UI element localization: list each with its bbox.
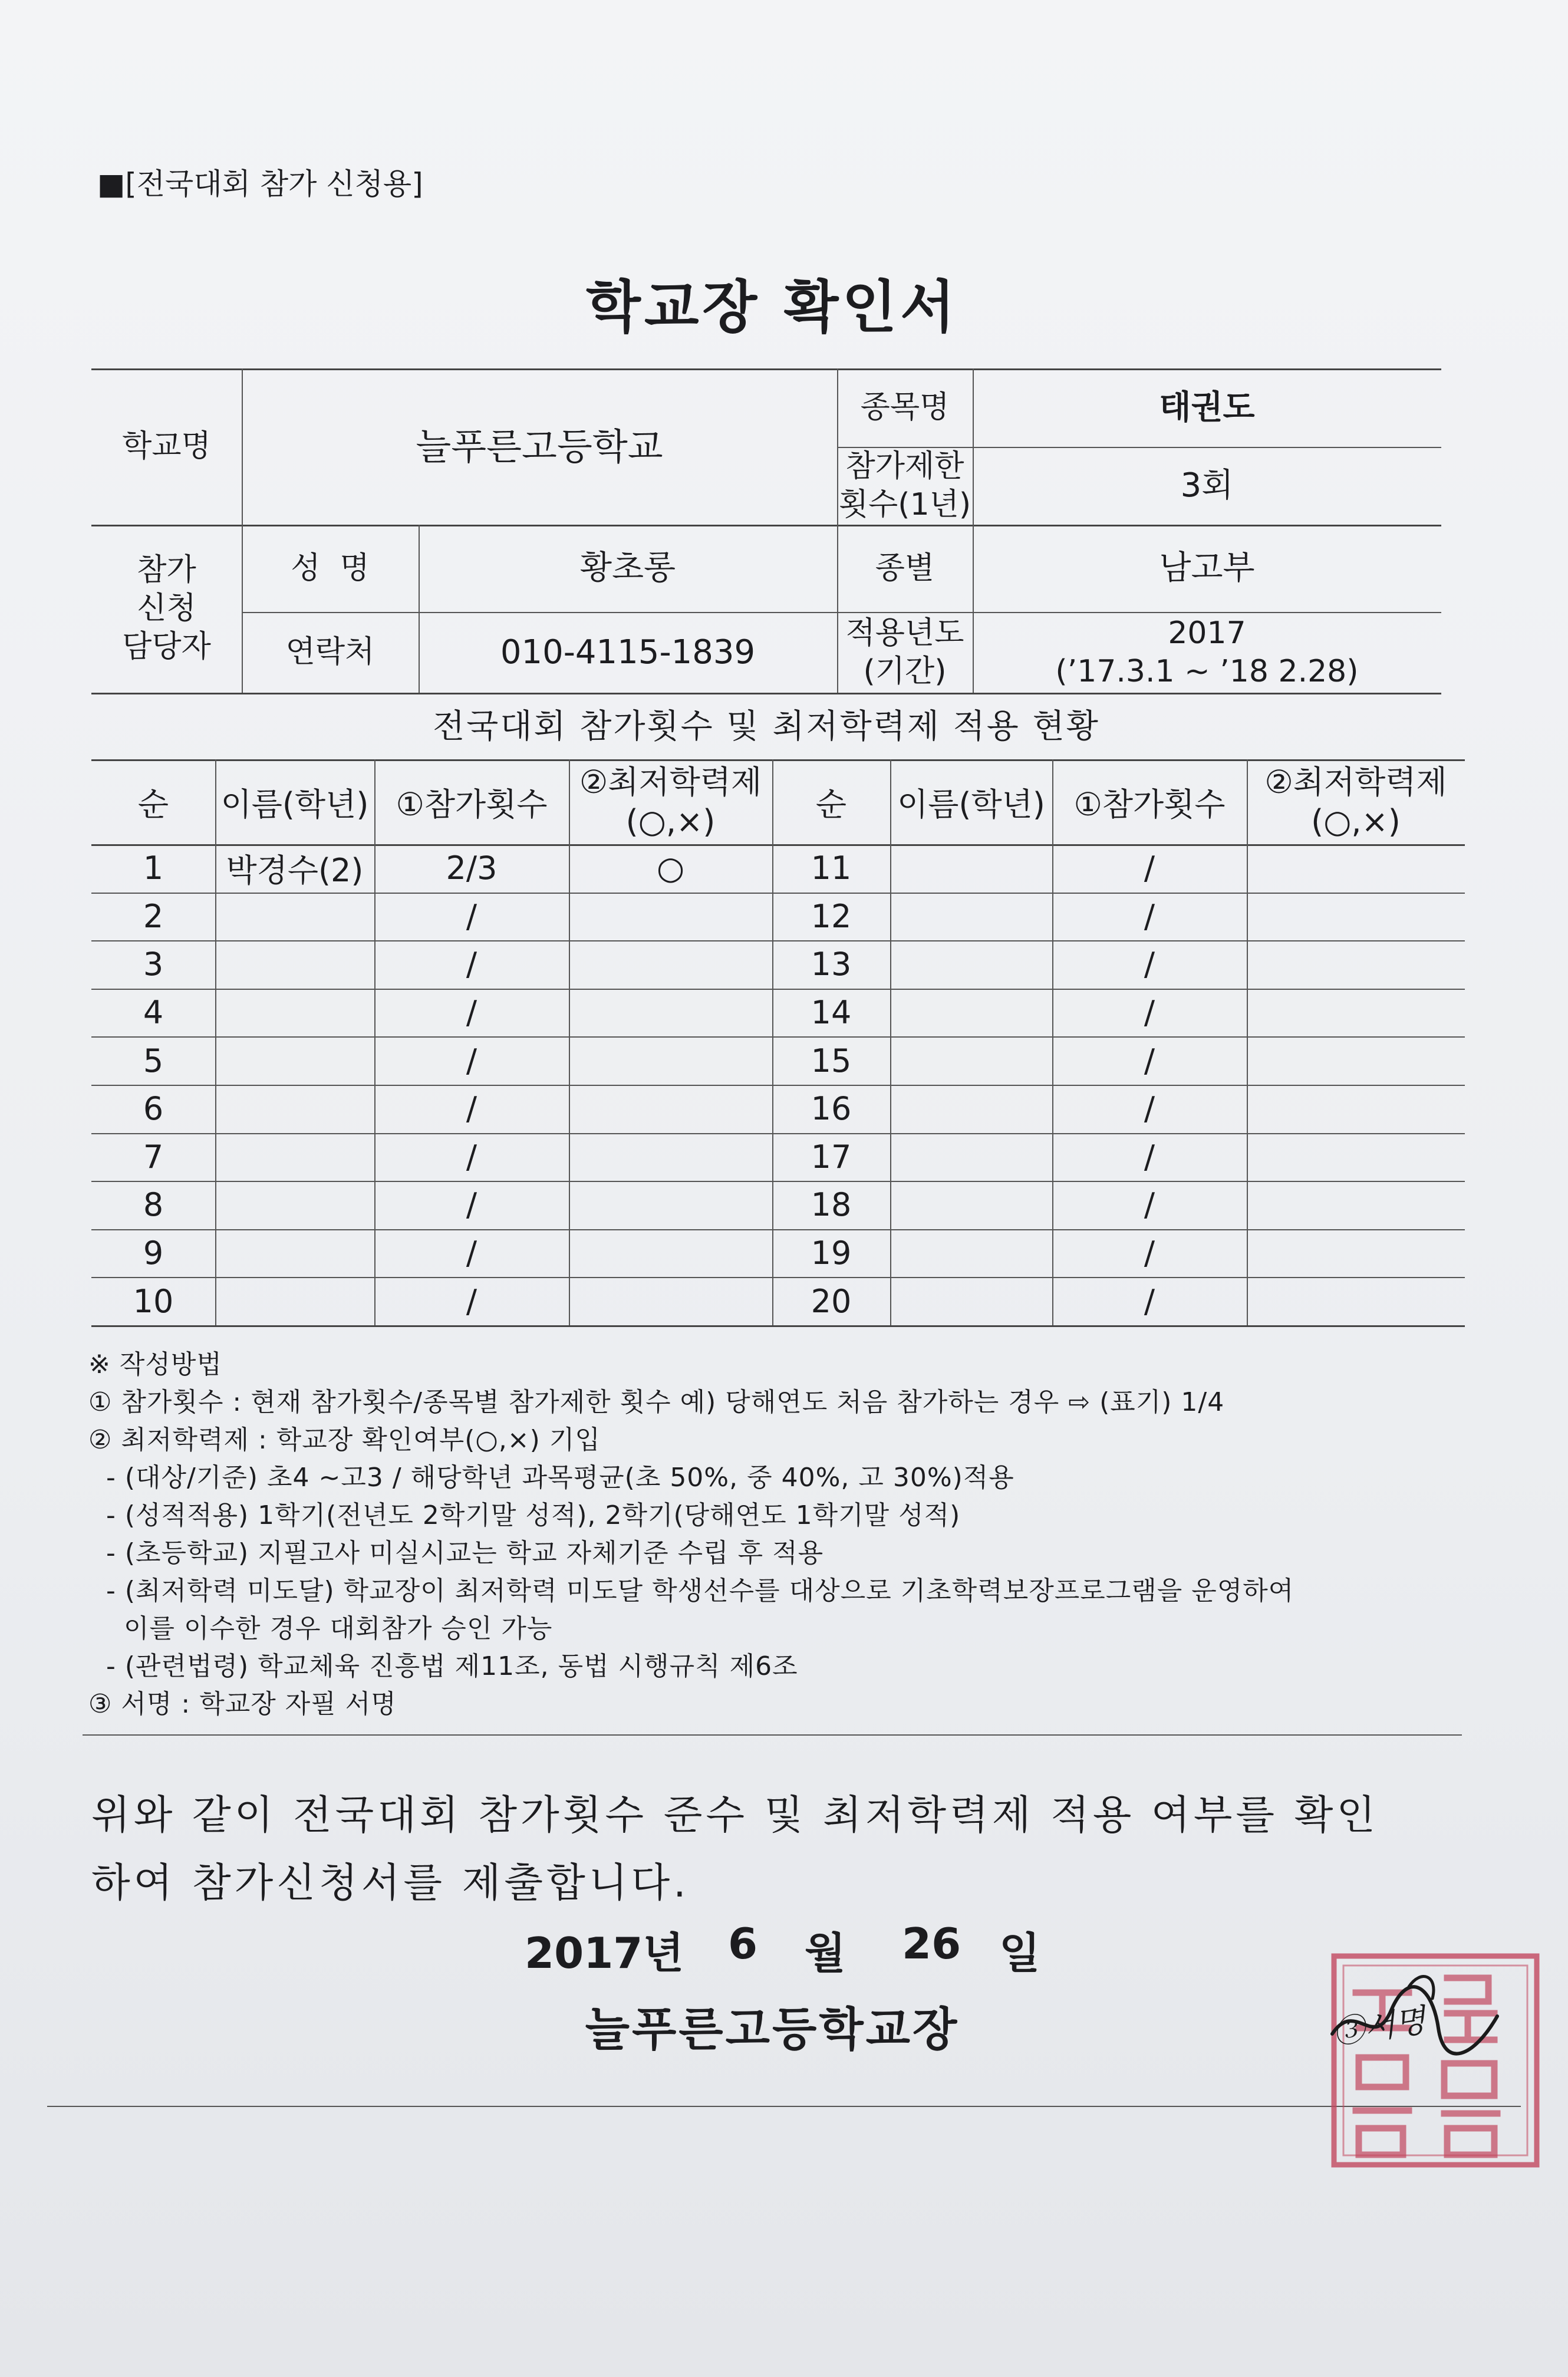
- note-grades: - (성적적용) 1학기(전년도 2학기말 성적), 2학기(당해연도 1학기말 성적): [88, 1500, 961, 1530]
- header-name: 이름(학년): [897, 785, 1045, 823]
- principal-signature: ③서명: [1330, 2001, 1428, 2052]
- row-number: 19: [811, 1234, 852, 1272]
- period-label: [837, 612, 973, 693]
- row-number: 10: [133, 1282, 174, 1320]
- row-number: 17: [811, 1138, 852, 1176]
- period-value: [973, 612, 1441, 693]
- row-min-academic: [1247, 989, 1465, 1037]
- row-number: 2: [143, 897, 164, 935]
- row-participation-count: /: [466, 1282, 477, 1320]
- row-min-academic: [1247, 1277, 1465, 1325]
- period-range: (’17.3.1 ~ ’18 2.28): [1055, 653, 1359, 689]
- row-min-academic: [569, 1133, 772, 1181]
- school-name-label: 학교명: [122, 429, 211, 464]
- row-min-academic: [569, 1036, 772, 1085]
- row-min-academic: [569, 1229, 772, 1278]
- notes-heading: ※ 작성방법: [88, 1349, 222, 1380]
- row-name: [890, 1181, 1052, 1229]
- row-min-academic: [569, 940, 772, 989]
- row-name: [215, 1036, 374, 1085]
- period-label-line1: 적용년도: [845, 615, 964, 651]
- applicant-label: [91, 525, 242, 693]
- row-number: 15: [811, 1042, 852, 1079]
- date-day-label: 일: [999, 1928, 1040, 1978]
- row-participation-count: /: [466, 1234, 477, 1272]
- limit-label: [837, 447, 973, 525]
- row-participation-count: /: [1144, 1042, 1155, 1079]
- row-min-academic: [1247, 1036, 1465, 1085]
- limit-label-line1: 참가제한: [845, 449, 964, 484]
- row-min-academic: [1247, 1229, 1465, 1278]
- note-law: - (관련법령) 학교체육 진흥법 제11조, 동법 시행규칙 제6조: [88, 1651, 798, 1681]
- row-number: 14: [811, 994, 852, 1032]
- date-month-value: 6: [728, 1919, 758, 1968]
- row-participation-count: /: [466, 1042, 477, 1079]
- row-name: [890, 989, 1052, 1037]
- row-participation-count: /: [1144, 897, 1155, 935]
- note-participation: ① 참가횟수 : 현재 참가횟수/종목별 참가제한 횟수 예) 당해연도 처음 참가하는 경우 ⇨ (표기) 1/4: [88, 1387, 1225, 1417]
- row-name: [215, 940, 374, 989]
- row-name: [215, 1277, 374, 1325]
- row-participation-count: /: [1144, 1234, 1155, 1272]
- row-participation-count: /: [466, 946, 477, 983]
- header-min-academic-line2: (○,×): [1311, 803, 1401, 840]
- header-min-academic-line2: (○,×): [625, 803, 716, 840]
- form-type-tag: ■[전국대회 참가 신청용]: [97, 167, 423, 201]
- applicant-label-line2: 신청: [137, 591, 196, 626]
- row-min-academic: [569, 989, 772, 1037]
- category-value: 남고부: [1159, 549, 1255, 587]
- row-participation-count: /: [1144, 1186, 1155, 1224]
- header-order: 순: [815, 785, 847, 823]
- note-not-reached-cont: 이를 이수한 경우 대회참가 승인 가능: [88, 1614, 553, 1644]
- applicant-label-line3: 담당자: [122, 629, 211, 664]
- row-participation-count: /: [466, 1090, 477, 1128]
- row-name: [890, 893, 1052, 941]
- row-number: 1: [143, 850, 164, 887]
- school-name-value: 늘푸른고등학교: [416, 424, 663, 468]
- row-number: 12: [811, 897, 852, 935]
- row-number: 18: [811, 1186, 852, 1224]
- row-participation-count: /: [1144, 994, 1155, 1032]
- row-participation-count: /: [466, 897, 477, 935]
- row-number: 3: [143, 946, 164, 983]
- header-participation-count: ①참가횟수: [396, 785, 548, 823]
- document-title: 학교장 확인서: [586, 274, 958, 340]
- event-label: 종목명: [860, 390, 950, 425]
- header-min-academic: [1247, 759, 1465, 844]
- applicant-label-line1: 참가: [137, 552, 196, 588]
- date-month-label: 월: [805, 1928, 846, 1978]
- header-name: 이름(학년): [220, 785, 369, 823]
- row-min-academic: ○: [656, 850, 685, 887]
- row-name: [890, 940, 1052, 989]
- row-min-academic: [569, 893, 772, 941]
- declaration-line2: 하여 참가신청서를 제출합니다.: [91, 1860, 690, 1907]
- row-min-academic: [1247, 1133, 1465, 1181]
- header-min-academic: [569, 759, 772, 844]
- row-name: [890, 1085, 1052, 1133]
- row-min-academic: [1247, 1181, 1465, 1229]
- row-name: [215, 1181, 374, 1229]
- limit-label-line2: 횟수(1년): [838, 487, 971, 522]
- row-min-academic: [1247, 893, 1465, 941]
- row-min-academic: [569, 1085, 772, 1133]
- contact-name-value: 황초롱: [579, 549, 676, 587]
- row-min-academic: [569, 1277, 772, 1325]
- note-not-reached: - (최저학력 미도달) 학교장이 최저학력 미도달 학생선수를 대상으로 기초학력보장프로그램을 운영하여: [88, 1576, 1294, 1606]
- row-participation-count: /: [1144, 1138, 1155, 1176]
- row-min-academic: [1247, 1085, 1465, 1133]
- row-name: [215, 989, 374, 1037]
- row-number: 9: [143, 1234, 164, 1272]
- row-name: [890, 1277, 1052, 1325]
- row-name: [890, 844, 1052, 893]
- principal-name: 늘푸른고등학교장: [585, 2003, 960, 2056]
- row-participation-count: /: [466, 1138, 477, 1176]
- header-min-academic-line1: ②최저학력제: [1264, 763, 1447, 801]
- row-name: [215, 1085, 374, 1133]
- row-name: [890, 1133, 1052, 1181]
- row-participation-count: /: [1144, 1282, 1155, 1320]
- row-number: 16: [811, 1090, 852, 1128]
- row-number: 6: [143, 1090, 164, 1128]
- row-number: 5: [143, 1042, 164, 1079]
- note-target: - (대상/기준) 초4 ~고3 / 해당학년 과목평균(초 50%, 중 40%, 고 30%)적용: [88, 1463, 1014, 1493]
- row-min-academic: [1247, 940, 1465, 989]
- header-participation-count: ①참가횟수: [1073, 785, 1226, 823]
- row-number: 11: [811, 850, 852, 887]
- row-name: [215, 1229, 374, 1278]
- date-year: 2017년: [525, 1928, 684, 1978]
- row-min-academic: [1247, 844, 1465, 893]
- row-participation-count: /: [1144, 850, 1155, 887]
- status-table-title: 전국대회 참가횟수 및 최저학력제 적용 현황: [433, 707, 1100, 746]
- period-label-line2: (기간): [863, 653, 947, 689]
- contact-name-label: 성 명: [291, 550, 370, 586]
- row-name: [215, 1133, 374, 1181]
- signature-scribble-icon: [1320, 1963, 1521, 2081]
- row-number: 8: [143, 1186, 164, 1224]
- note-elementary: - (초등학교) 지필고사 미실시교는 학교 자체기준 수립 후 적용: [88, 1538, 824, 1568]
- row-name: 박경수(2): [226, 852, 364, 890]
- row-name: [890, 1229, 1052, 1278]
- header-min-academic-line1: ②최저학력제: [579, 763, 762, 801]
- header-order: 순: [137, 785, 169, 823]
- row-number: 20: [811, 1282, 852, 1320]
- date-day-value: 26: [902, 1919, 961, 1968]
- note-min-academic: ② 최저학력제 : 학교장 확인여부(○,×) 기입: [88, 1425, 601, 1455]
- declaration-line1: 위와 같이 전국대회 참가횟수 준수 및 최저학력제 적용 여부를 확인: [91, 1792, 1379, 1839]
- contact-phone-label: 연락처: [285, 634, 375, 670]
- row-number: 4: [143, 994, 164, 1032]
- row-number: 13: [811, 946, 852, 983]
- contact-phone-value: 010-4115-1839: [500, 633, 756, 671]
- event-value: 태권도: [1159, 388, 1255, 427]
- row-participation-count: 2/3: [446, 850, 498, 887]
- limit-value: 3회: [1180, 466, 1234, 505]
- row-participation-count: /: [466, 994, 477, 1032]
- row-name: [890, 1036, 1052, 1085]
- period-year: 2017: [1168, 615, 1246, 651]
- category-label: 종별: [875, 550, 935, 586]
- row-participation-count: /: [1144, 1090, 1155, 1128]
- row-min-academic: [569, 1181, 772, 1229]
- row-name: [215, 893, 374, 941]
- row-participation-count: /: [1144, 946, 1155, 983]
- row-participation-count: /: [466, 1186, 477, 1224]
- row-number: 7: [143, 1138, 164, 1176]
- note-signature: ③ 서명 : 학교장 자필 서명: [88, 1689, 397, 1719]
